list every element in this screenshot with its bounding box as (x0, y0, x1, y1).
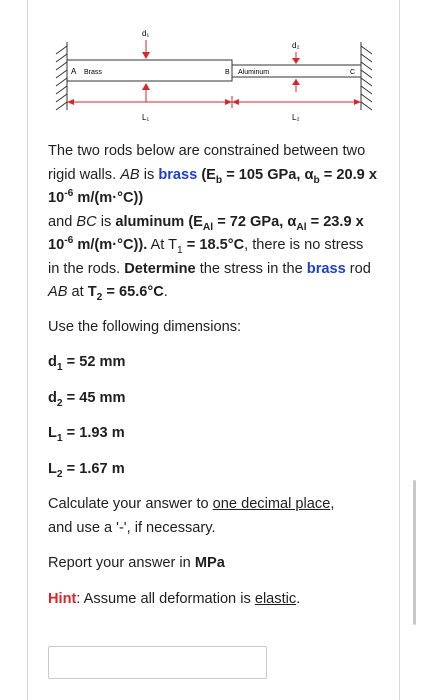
rod-diagram (46, 24, 382, 136)
dim-l1: $L_1 = 1.93$ m (48, 425, 125, 444)
right-wall (361, 42, 372, 110)
label-aluminum: Aluminum (238, 69, 270, 76)
d2-label: d₂ (292, 41, 300, 50)
l2-label: L₂ (292, 113, 300, 122)
use-dimensions: Use the following dimensions: (48, 318, 242, 335)
scrollbar[interactable] (413, 480, 416, 625)
dim-d1: $d_1 = 52$ mm (48, 354, 126, 373)
l1-label: L₁ (142, 113, 150, 122)
hint: Hint: Assume all deformation is elastic. (48, 590, 301, 607)
dim-d2: $d_2 = 45$ mm (48, 389, 126, 409)
answer-input[interactable] (48, 646, 267, 679)
label-c: C (350, 69, 356, 76)
label-b: B (225, 69, 230, 76)
calc-instruction: Calculate your answer to one decimal place, and use a '-', if necessary. (48, 496, 335, 536)
d1-label: d₁ (142, 29, 150, 38)
problem-body (48, 140, 378, 611)
report-instruction: Report your answer in MPa (48, 555, 225, 571)
label-brass: Brass (84, 69, 102, 76)
label-a: A (71, 67, 77, 76)
dim-l2: $L_2 = 1.67$ m (48, 460, 125, 480)
problem-statement: The two rods below are constrained between two rigid walls. AB is brass ($E_b = 105$ GPa, $\alpha_b = 20.9$ x $10^{-6}$ m/(m·°C)) and BC is aluminum ($E_{Al} = 72$ GPa, $\alpha_{Al} = 23.9$ x $10^{-6}$ m/(m·°C)). At $T_1 = 18.5^\circ C$, there is no stress in the rods. Determine the stress in the brass rod AB at $T_2 = 65.6^\circ C$. (48, 143, 377, 303)
left-wall (56, 42, 67, 110)
